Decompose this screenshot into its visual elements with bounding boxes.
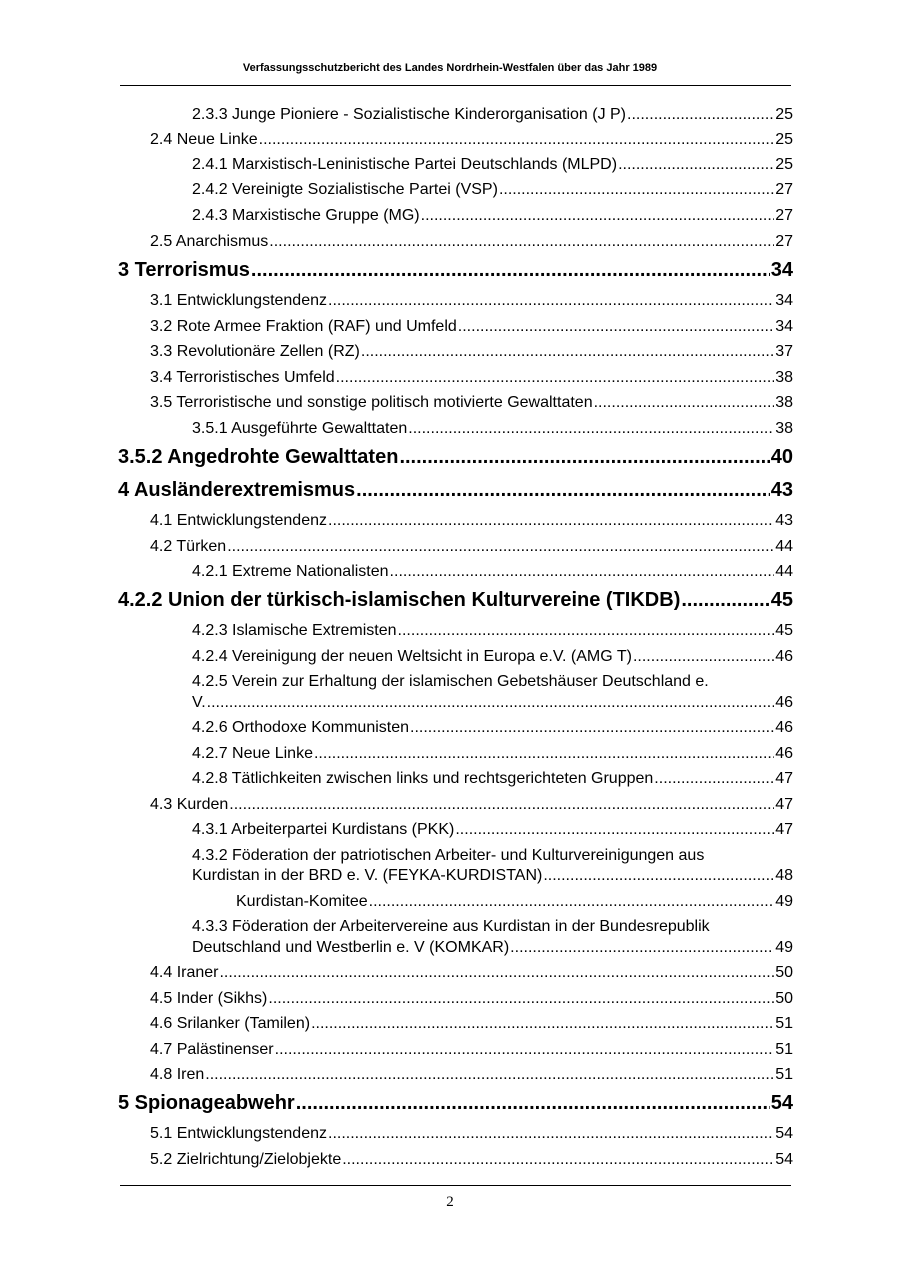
toc-entry[interactable]: 4.7 Palästinenser ..... 51 [150, 1041, 793, 1059]
toc-entry-line: 4.3.3 Föderation der Arbeitervereine aus Kurdistan in der Bundesrepublik [192, 918, 710, 935]
toc-entry[interactable]: 4.6 Srilanker (Tamilen) ..... 51 [150, 1015, 793, 1033]
toc-entry[interactable]: 3.2 Rote Armee Fraktion (RAF) und Umfeld ..... 34 [150, 318, 793, 336]
toc-chapter[interactable]: 5 Spionageabwehr ..... 54 [118, 1092, 793, 1115]
header-rule [120, 85, 791, 86]
running-header: Verfassungsschutzbericht des Landes Nordrhein-Westfalen über das Jahr 1989 [242, 62, 658, 74]
toc-entry[interactable]: 3.3 Revolutionäre Zellen (RZ) ..... 37 [150, 343, 793, 361]
toc-entry[interactable]: Kurdistan in der BRD e. V. (FEYKA-KURDISTAN) ..... 48 [192, 867, 793, 885]
toc-entry[interactable]: 4.4 Iraner ..... 50 [150, 964, 793, 982]
toc-entry[interactable]: 5.1 Entwicklungstendenz ..... 54 [150, 1125, 793, 1143]
page-number: 2 [446, 1194, 454, 1210]
toc-entry[interactable]: 5.2 Zielrichtung/Zielobjekte ..... 54 [150, 1151, 793, 1169]
toc-entry-line: 4.3.2 Föderation der patriotischen Arbeiter- und Kulturvereinigungen aus [192, 847, 705, 864]
toc-entry[interactable]: 4.2 Türken ..... 44 [150, 538, 793, 556]
toc-chapter[interactable]: 4 Ausländerextremismus ..... 43 [118, 479, 793, 502]
toc-entry[interactable]: 4.2.7 Neue Linke ..... 46 [192, 745, 793, 763]
toc-entry[interactable]: 4.2.1 Extreme Nationalisten ..... 44 [192, 563, 793, 581]
toc-entry[interactable]: 2.3.3 Junge Pioniere - Sozialistische Kinderorganisation (J P) ..... 25 [192, 106, 793, 124]
toc-entry[interactable]: 2.4.1 Marxistisch-Leninistische Partei Deutschlands (MLPD) ..... 25 [192, 156, 793, 174]
toc-entry[interactable]: 4.5 Inder (Sikhs) ..... 50 [150, 990, 793, 1008]
toc-entry[interactable]: 2.5 Anarchismus ..... 27 [150, 233, 793, 251]
toc-entry[interactable]: 3.4 Terroristisches Umfeld ..... 38 [150, 369, 793, 387]
toc-chapter[interactable]: 3 Terrorismus ..... 34 [118, 259, 793, 282]
toc-entry[interactable]: 2.4.2 Vereinigte Sozialistische Partei (VSP) ..... 27 [192, 181, 793, 199]
toc-entry[interactable]: 4.2.8 Tätlichkeiten zwischen links und rechtsgerichteten Gruppen ..... 47 [192, 770, 793, 788]
toc-entry[interactable]: 2.4 Neue Linke ..... 25 [150, 131, 793, 149]
toc-entry[interactable]: 4.2.6 Orthodoxe Kommunisten ..... 46 [192, 719, 793, 737]
toc-entry[interactable]: Deutschland und Westberlin e. V (KOMKAR) ..... 49 [192, 939, 793, 957]
toc-entry[interactable]: 4.2.3 Islamische Extremisten ..... 45 [192, 622, 793, 640]
toc-entry[interactable]: 4.3 Kurden ..... 47 [150, 796, 793, 814]
toc-entry[interactable]: 2.4.3 Marxistische Gruppe (MG) ..... 27 [192, 207, 793, 225]
toc-entry[interactable]: Kurdistan-Komitee ..... 49 [236, 893, 793, 911]
toc-entry[interactable]: 3.5 Terroristische und sonstige politisch motivierte Gewalttaten ..... 38 [150, 394, 793, 412]
toc-entry[interactable]: 3.1 Entwicklungstendenz ..... 34 [150, 292, 793, 310]
toc-entry[interactable]: V. ..... 46 [192, 694, 793, 712]
toc-entry[interactable]: 4.2.4 Vereinigung der neuen Weltsicht in Europa e.V. (AMG T) ..... 46 [192, 648, 793, 666]
toc-chapter[interactable]: 3.5.2 Angedrohte Gewalttaten ..... 40 [118, 446, 793, 469]
footer-rule [120, 1185, 791, 1186]
toc-entry-line: 4.2.5 Verein zur Erhaltung der islamischen Gebetshäuser Deutschland e. [192, 673, 709, 690]
toc-entry[interactable]: 4.1 Entwicklungstendenz ..... 43 [150, 512, 793, 530]
toc-entry[interactable]: 4.8 Iren ..... 51 [150, 1066, 793, 1084]
toc-entry[interactable]: 4.3.1 Arbeiterpartei Kurdistans (PKK) ..... 47 [192, 821, 793, 839]
toc-chapter[interactable]: 4.2.2 Union der türkisch-islamischen Kulturvereine (TIKDB) ..... 45 [118, 589, 793, 612]
toc-entry[interactable]: 3.5.1 Ausgeführte Gewalttaten ..... 38 [192, 420, 793, 438]
